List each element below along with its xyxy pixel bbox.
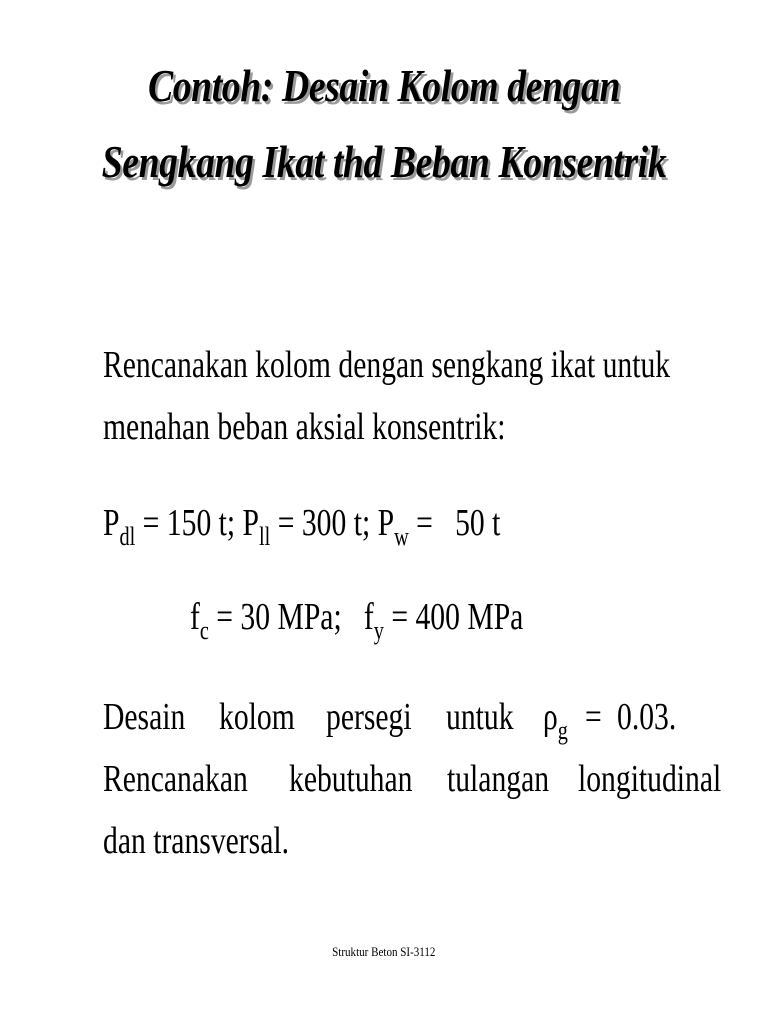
title-line-1: Contoh: Desain Kolom dengan bbox=[147, 60, 621, 111]
word-tulangan: tulangan bbox=[446, 758, 550, 800]
fy-label: f bbox=[363, 596, 374, 638]
design-line-3-text: dan transversal. bbox=[103, 820, 290, 862]
word-kolom: kolom bbox=[218, 696, 295, 738]
rho-subscript: g bbox=[557, 716, 568, 745]
design-paragraph bbox=[103, 686, 722, 872]
pdl-label: P bbox=[103, 502, 120, 544]
design-line-2 bbox=[103, 748, 722, 810]
intro-paragraph bbox=[103, 334, 693, 458]
rho-label: ρ bbox=[543, 696, 558, 738]
materials-text bbox=[190, 586, 523, 648]
word-desain: Desain bbox=[103, 696, 186, 738]
materials-line bbox=[190, 586, 768, 648]
slide-title bbox=[69, 48, 699, 200]
word-untuk: untuk bbox=[446, 696, 514, 738]
pdl-subscript: dl bbox=[119, 522, 136, 551]
loads-text bbox=[103, 492, 500, 554]
word-kebutuhan: kebutuhan bbox=[288, 758, 413, 800]
pw-value: = 50 t bbox=[408, 502, 501, 544]
design-line-1 bbox=[103, 686, 693, 748]
pll-label: P bbox=[242, 502, 260, 544]
title-line-2: Sengkang Ikat thd Beban Konsentrik bbox=[101, 136, 667, 187]
pw-label: P bbox=[377, 502, 395, 544]
footer-text: Struktur Beton SI-3112 bbox=[332, 944, 436, 959]
word-persegi: persegi bbox=[326, 696, 412, 738]
fy-subscript: y bbox=[373, 616, 384, 645]
fc-label: f bbox=[190, 596, 200, 638]
fc-subscript: c bbox=[199, 616, 209, 645]
pw-subscript: w bbox=[394, 522, 409, 551]
rho-symbol bbox=[543, 686, 568, 748]
design-line-3 bbox=[103, 810, 693, 872]
pll-subscript: ll bbox=[259, 522, 271, 551]
loads-line bbox=[103, 492, 693, 554]
word-rencanakan: Rencanakan bbox=[103, 758, 248, 800]
equals-sign: = bbox=[585, 696, 602, 738]
pll-value: = 300 t; bbox=[270, 502, 378, 544]
intro-line-1: Rencanakan kolom dengan sengkang ikat untuk bbox=[103, 344, 671, 386]
fc-value: = 30 MPa; bbox=[208, 596, 364, 638]
pdl-value: = 150 t; bbox=[135, 502, 243, 544]
rho-value: 0.03. bbox=[616, 696, 677, 738]
footer bbox=[0, 944, 768, 960]
fy-value: = 400 MPa bbox=[383, 596, 524, 638]
word-longitudinal: longitudinal bbox=[577, 758, 722, 800]
intro-line-2: menahan beban aksial konsentrik: bbox=[103, 406, 506, 448]
